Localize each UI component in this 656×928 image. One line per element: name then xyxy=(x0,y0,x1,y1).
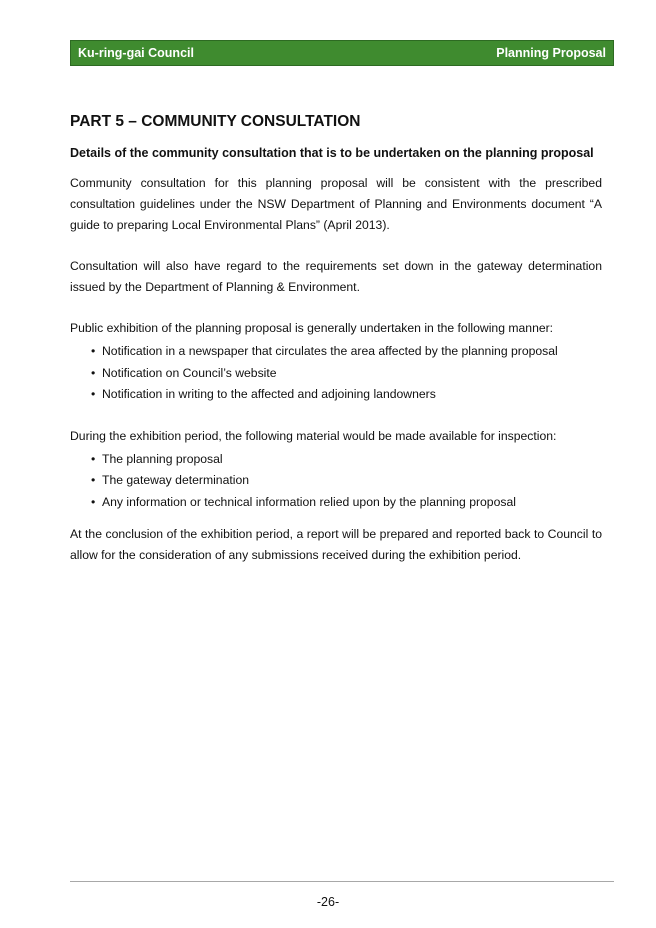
list-item-text: Notification on Council’s website xyxy=(102,365,277,380)
list-item xyxy=(70,341,602,363)
paragraph-gateway-determination: Consultation will also have regard to the requirements set down in the gateway determination issued by the Department of Planning & Environment. xyxy=(70,259,602,294)
list-item xyxy=(70,384,602,406)
bullet-icon: • xyxy=(91,344,96,358)
footer-divider xyxy=(70,881,614,882)
document-body xyxy=(70,112,602,566)
page-header xyxy=(70,40,614,66)
list-item-text: Notification in a newspaper that circulates the area affected by the planning proposal xyxy=(102,344,558,358)
list-item-text: Any information or technical information relied upon by the planning proposal xyxy=(102,494,516,509)
list-item-text: Notification in writing to the affected and adjoining landowners xyxy=(102,387,436,401)
bullet-icon: • xyxy=(91,473,96,487)
header-organisation: Ku-ring-gai Council xyxy=(78,46,194,60)
paragraph-exhibition-manner-intro: Public exhibition of the planning proposal is generally undertaken in the following manner: xyxy=(70,321,554,335)
section-subtitle: Details of the community consultation that is to be undertaken on the planning proposal xyxy=(70,146,594,160)
paragraph-consultation-guidelines: Community consultation for this planning proposal will be consistent with the prescribed consultation guidelines under the NSW Department of Planning and Environments document “A guide to preparing Local Environmental Plans” (April 2013). xyxy=(70,176,602,232)
list-item xyxy=(70,492,602,514)
paragraph-conclusion: At the conclusion of the exhibition period, a report will be prepared and reported back to Council to allow for the consideration of any submissions received during the exhibition period. xyxy=(70,527,602,562)
exhibition-manner-list xyxy=(70,341,602,406)
bullet-icon: • xyxy=(91,365,96,380)
bullet-icon: • xyxy=(91,387,96,401)
paragraph-inspection-intro: During the exhibition period, the following material would be made available for inspection: xyxy=(70,428,557,443)
section-title: PART 5 – COMMUNITY CONSULTATION xyxy=(70,113,361,130)
list-item-text: The gateway determination xyxy=(102,473,250,487)
header-document-type: Planning Proposal xyxy=(496,46,606,60)
list-item xyxy=(70,449,602,471)
bullet-icon: • xyxy=(91,494,96,509)
list-item-text: The planning proposal xyxy=(102,451,223,466)
page-number: -26- xyxy=(316,895,340,909)
list-item xyxy=(70,363,602,385)
list-item xyxy=(70,470,602,492)
inspection-material-list xyxy=(70,449,602,514)
bullet-icon: • xyxy=(91,451,96,466)
